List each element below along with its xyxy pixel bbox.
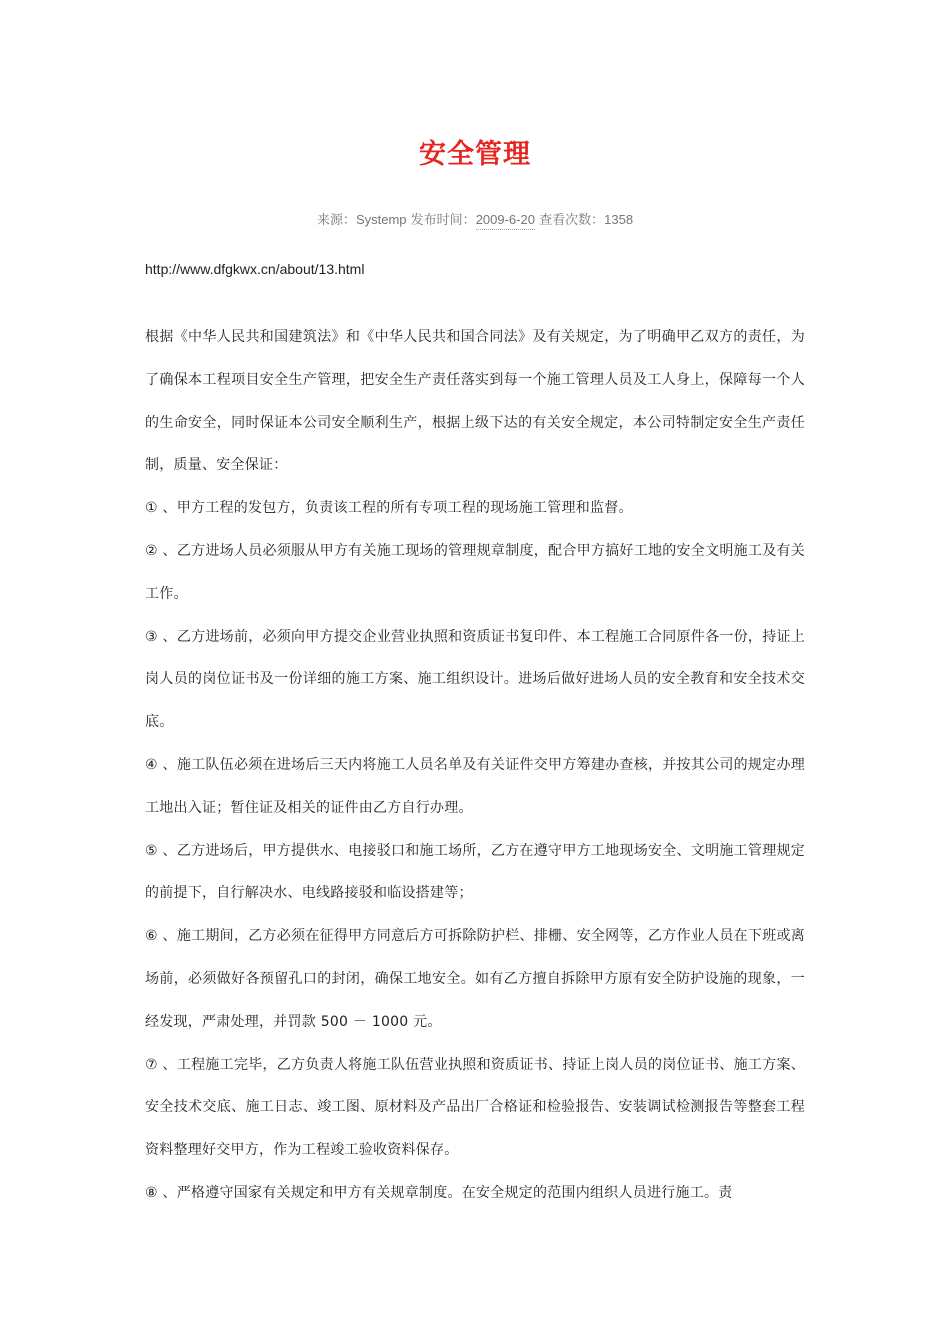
list-item: ⑦ 、工程施工完毕，乙方负责人将施工队伍营业执照和资质证书、持证上岗人员的岗位证书、施工方案、安全技术交底、施工日志、竣工图、原材料及产品出厂合格证和检验报告、安装调试检测报告等整套工程资料整理好交甲方，作为工程竣工验收资料保存。 xyxy=(145,1056,805,1159)
list-item: ⑧ 、严格遵守国家有关规定和甲方有关规章制度。在安全规定的范围内组织人员进行施工。责 xyxy=(145,1184,733,1201)
page-title: 安全管理 xyxy=(419,139,531,170)
source-label: 来源： xyxy=(316,213,356,228)
list-item: ③ 、乙方进场前，必须向甲方提交企业营业执照和资质证书复印件、本工程施工合同原件各一份，持证上岗人员的岗位证书及一份详细的施工方案、施工组织设计。进场后做好进场人员的安全教育和安全技术交底。 xyxy=(145,628,805,731)
list-item: ⑥ 、施工期间，乙方必须在征得甲方同意后方可拆除防护栏、排栅、安全网等，乙方作业人员在下班或离场前，必须做好各预留孔口的封闭，确保工地安全。如有乙方擅自拆除甲方原有安全防护设施的现象，一经发现，严肃处理，并罚款 500 － 1000 元。 xyxy=(145,928,805,1030)
article-body xyxy=(145,316,805,1215)
views-count: 1358 xyxy=(604,212,634,227)
list-item: ④ 、施工队伍必须在进场后三天内将施工人员名单及有关证件交甲方筹建办查核，并按其公司的规定办理工地出入证；暂住证及相关的证件由乙方自行办理。 xyxy=(145,756,805,816)
article-meta xyxy=(0,211,950,230)
published-label: 发布时间： xyxy=(410,213,476,228)
source-url: http://www.dfgkwx.cn/about/13.html xyxy=(145,261,365,277)
publish-date: 2009-6-20 xyxy=(476,212,535,230)
views-label: 查看次数： xyxy=(539,213,605,228)
list-item: ① 、甲方工程的发包方，负责该工程的所有专项工程的现场施工管理和监督。 xyxy=(145,500,633,517)
list-item: ⑤ 、乙方进场后，甲方提供水、电接驳口和施工场所，乙方在遵守甲方工地现场安全、文明施工管理规定的前提下，自行解决水、电线路接驳和临设搭建等； xyxy=(145,842,805,902)
intro-paragraph: 根据《中华人民共和国建筑法》和《中华人民共和国合同法》及有关规定，为了明确甲乙双方的责任，为了确保本工程项目安全生产管理，把安全生产责任落实到每一个施工管理人员及工人身上，保障每一个人的生命安全，同时保证本公司安全顺利生产，根据上级下达的有关安全规定，本公司特制定安全生产责任制，质量、安全保证： xyxy=(145,329,805,474)
list-item: ② 、乙方进场人员必须服从甲方有关施工现场的管理规章制度，配合甲方搞好工地的安全文明施工及有关工作。 xyxy=(145,542,805,602)
source-value: Systemp xyxy=(355,212,407,227)
